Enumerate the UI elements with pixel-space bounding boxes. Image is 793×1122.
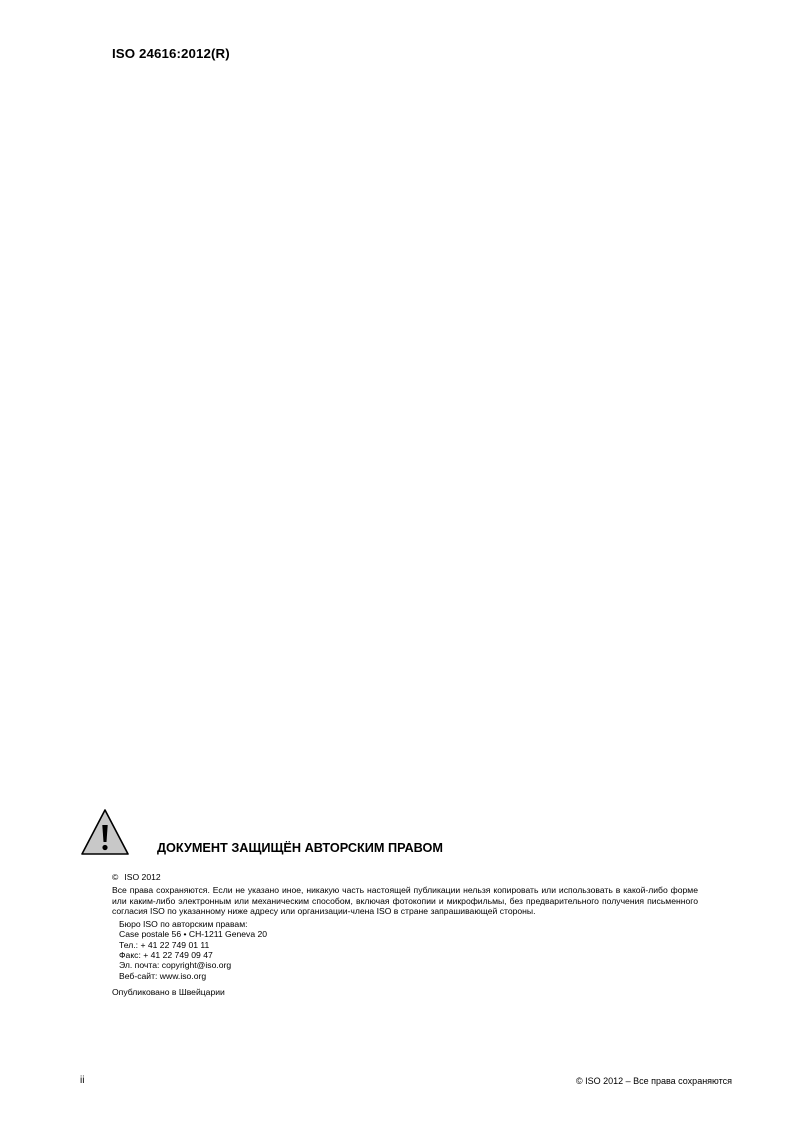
- copyright-line: [112, 872, 698, 882]
- address-line: Тел.: + 41 22 749 01 11: [119, 939, 210, 950]
- address-block: [119, 919, 698, 981]
- address-line: Факс: + 41 22 749 09 47: [119, 950, 213, 961]
- warning-triangle-icon: [80, 808, 130, 856]
- page-number: ii: [80, 1075, 85, 1086]
- copyright-block: [112, 872, 698, 997]
- address-line: Веб-сайт: www.iso.org: [119, 970, 207, 981]
- address-line: Бюро ISO по авторским правам:: [119, 919, 248, 930]
- copyright-year: ISO 2012: [124, 872, 161, 882]
- copyright-symbol: ©: [112, 872, 119, 882]
- document-id: ISO 24616:2012(R): [112, 46, 230, 61]
- copyright-notice: Все права сохраняются. Если не указано иное, никакую часть настоящей публикации нельзя копировать или использовать в какой-либо форме или каким-либо электронным или механическим способом, включая фотокопии и микрофильмы, без предварительного получения письменного согласия ISO по указанному ниже адресу или организации-члена ISO в стране запрашивающей стороны.: [112, 885, 698, 916]
- published-in: Опубликовано в Швейцарии: [112, 986, 225, 997]
- warning-title: ДОКУМЕНТ ЗАЩИЩЁН АВТОРСКИМ ПРАВОМ: [157, 841, 443, 855]
- address-line: Case postale 56 • CH-1211 Geneva 20: [119, 929, 268, 940]
- address-line: Эл. почта: copyright@iso.org: [119, 960, 232, 971]
- footer-copyright: © ISO 2012 – Все права сохраняются: [575, 1076, 732, 1086]
